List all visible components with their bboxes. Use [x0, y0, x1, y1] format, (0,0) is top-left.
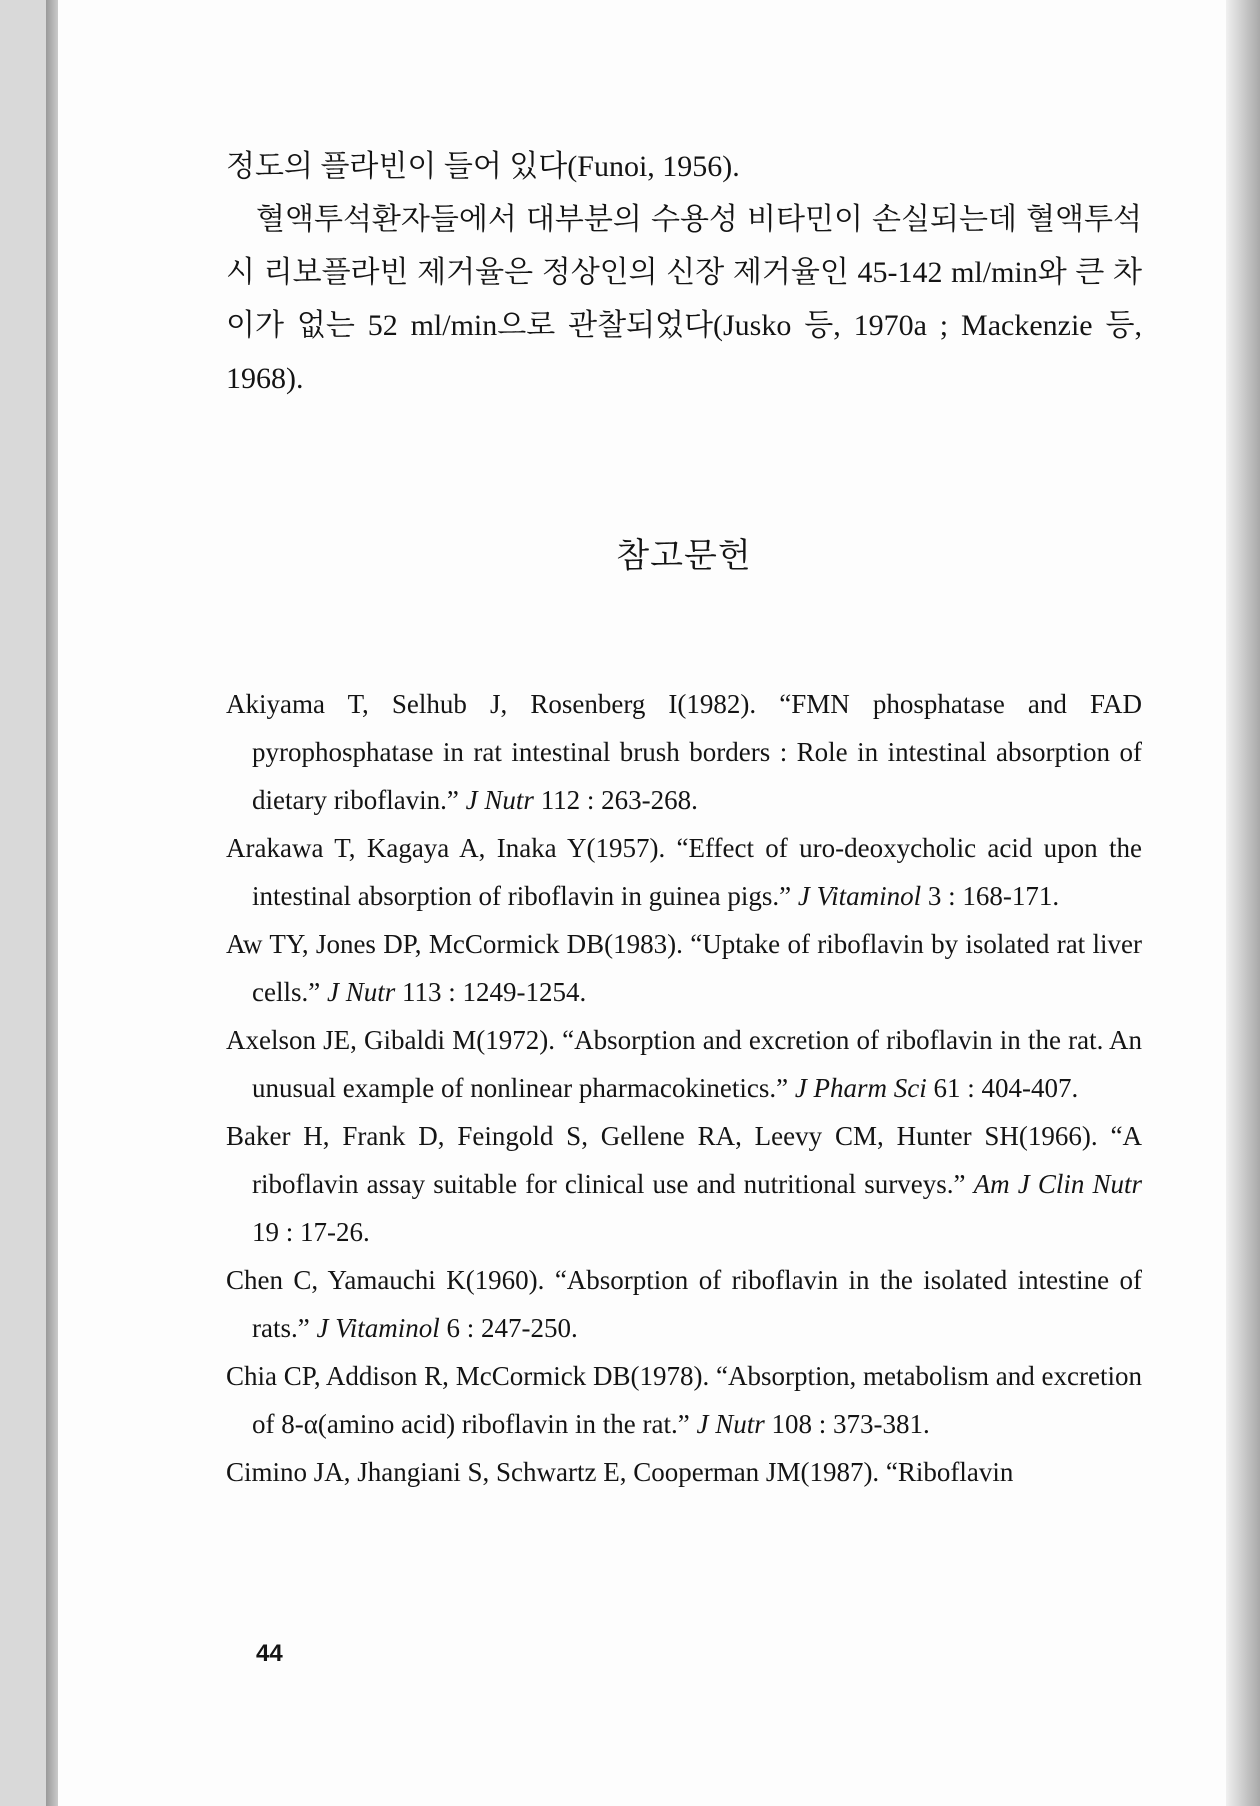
reference-text: Chia CP, Addison R, McCormick DB(1978). “Absorption, metabolism and excretion of 8-α(amino acid) riboflavin in the rat.”	[226, 1361, 1142, 1439]
reference-text: Cimino JA, Jhangiani S, Schwartz E, Cooperman JM(1987). “Riboflavin	[226, 1457, 1014, 1487]
reference-text: Arakawa T, Kagaya A, Inaka Y(1957). “Effect of uro-deoxycholic acid upon the intestinal absorption of riboflavin in guinea pigs.”	[226, 833, 1142, 911]
reference-journal: J Vitaminol	[797, 881, 922, 911]
page-edge-right	[1226, 0, 1260, 1806]
reference-journal: J Pharm Sci	[794, 1073, 927, 1103]
reference-journal: J Nutr	[465, 785, 534, 815]
intro-paragraph-2: 혈액투석환자들에서 대부분의 수용성 비타민이 손실되는데 혈액투석시 리보플라빈 제거율은 정상인의 신장 제거율인 45-142 ml/min와 큰 차이가 없는 52 ml/min으로 관찰되었다(Jusko 등, 1970a ; Mackenzie 등, 1968).	[226, 203, 1142, 395]
reference-citation: 3 : 168-171.	[921, 881, 1060, 911]
reference-journal: J Vitaminol	[316, 1313, 440, 1343]
reference-item	[226, 1352, 1142, 1448]
reference-citation: 113 : 1249-1254.	[395, 977, 587, 1007]
reference-item	[226, 1256, 1142, 1352]
intro-text	[226, 140, 1142, 405]
reference-item	[226, 1112, 1142, 1256]
reference-item	[226, 824, 1142, 920]
reference-text: Chen C, Yamauchi K(1960). “Absorption of riboflavin in the isolated intestine of rats.”	[226, 1265, 1142, 1343]
reference-list	[226, 680, 1142, 1496]
reference-item	[226, 1016, 1142, 1112]
reference-citation: 112 : 263-268.	[533, 785, 698, 815]
reference-item	[226, 1448, 1142, 1496]
reference-citation: 6 : 247-250.	[439, 1313, 578, 1343]
reference-citation: 108 : 373-381.	[764, 1409, 930, 1439]
reference-text: Axelson JE, Gibaldi M(1972). “Absorption and excretion of riboflavin in the rat. An unusual example of nonlinear pharmacokinetics.”	[226, 1025, 1142, 1103]
reference-item	[226, 920, 1142, 1016]
intro-paragraph-1: 정도의 플라빈이 들어 있다(Funoi, 1956).	[226, 150, 740, 183]
reference-item	[226, 680, 1142, 824]
reference-citation: 61 : 404-407.	[926, 1073, 1079, 1103]
reference-journal: J Nutr	[326, 977, 396, 1007]
reference-text: Aw TY, Jones DP, McCormick DB(1983). “Uptake of riboflavin by isolated rat liver cells.”	[226, 929, 1142, 1007]
reference-journal: J Nutr	[696, 1409, 765, 1439]
reference-text: Baker H, Frank D, Feingold S, Gellene RA, Leevy CM, Hunter SH(1966). “A riboflavin assay suitable for clinical use and nutritional surveys.”	[226, 1121, 1142, 1199]
reference-text: Akiyama T, Selhub J, Rosenberg I(1982). “FMN phosphatase and FAD pyrophosphatase in rat intestinal brush borders : Role in intestinal absorption of dietary riboflavin.”	[226, 689, 1142, 815]
references-heading: 참고문헌	[616, 536, 752, 576]
page-number: 44	[256, 1640, 283, 1667]
reference-citation: 19 : 17-26.	[252, 1217, 370, 1247]
reference-journal: Am J Clin Nutr	[973, 1169, 1142, 1199]
